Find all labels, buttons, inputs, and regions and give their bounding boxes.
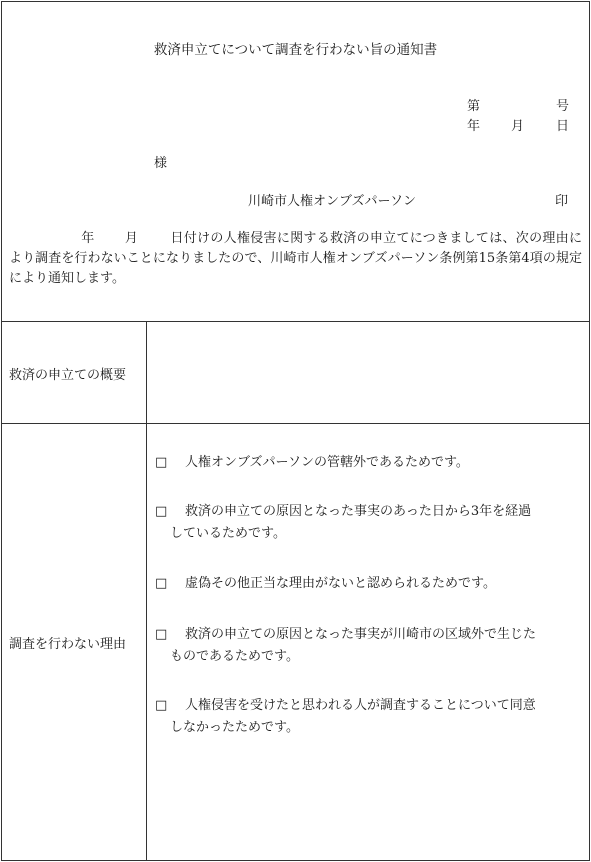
checkbox-icon[interactable]: □ [155, 455, 168, 470]
summary-value [152, 330, 582, 415]
number-suffix: 号 [556, 99, 570, 114]
body-month: 月 [124, 231, 139, 246]
body-year: 年 [81, 231, 95, 246]
date-month: 月 [511, 119, 525, 134]
reason-text-cont: しているためです。 [170, 526, 286, 541]
reason-text: 虚偽その他正当な理由がないと認められるためです。 [185, 576, 496, 591]
checkbox-icon[interactable]: □ [155, 504, 168, 519]
date-day: 日 [556, 119, 570, 134]
reasons-label: 調査を行わない理由 [9, 637, 127, 652]
reason-text-cont: しなかったためです。 [170, 720, 299, 735]
reason-item-5[interactable] [155, 695, 585, 739]
table-top-border [1, 321, 590, 322]
checkbox-icon[interactable]: □ [155, 576, 168, 591]
number-prefix: 第 [467, 99, 481, 114]
reason-text: 救済の申立ての原因となった事実が川崎市の区域外で生じた [185, 627, 537, 642]
reason-text: 救済の申立ての原因となった事実のあった日から3年を経過 [185, 504, 532, 519]
date-year: 年 [467, 119, 481, 134]
table-column-divider [146, 321, 147, 861]
body-text: 日付けの人権侵害に関する救済の申立てにつきましては、次の理由により調査を行わないことになりましたので、川崎市人権オンブズパーソン条例第15条第4項の規定により通知します。 [9, 231, 582, 286]
document-title: 救済申立てについて調査を行わない旨の通知書 [153, 42, 438, 58]
checkbox-icon[interactable]: □ [155, 698, 168, 713]
sender-name: 川崎市人権オンブズパーソン [248, 194, 416, 209]
reason-item-1[interactable] [155, 452, 585, 474]
summary-label: 救済の申立ての概要 [9, 368, 127, 383]
seal-mark: 印 [555, 194, 569, 209]
reason-item-4[interactable] [155, 624, 585, 668]
checkbox-icon[interactable]: □ [155, 627, 168, 642]
reason-text: 人権侵害を受けたと思われる人が調査することについて同意 [185, 698, 536, 713]
reason-item-3[interactable] [155, 573, 585, 595]
reason-item-2[interactable] [155, 501, 585, 545]
body-paragraph [9, 229, 582, 289]
table-row-divider [1, 423, 590, 424]
addressee-suffix: 様 [154, 156, 168, 171]
reason-text: 人権オンブズパーソンの管轄外であるためです。 [185, 455, 469, 470]
reason-text-cont: ものであるためです。 [170, 649, 299, 664]
